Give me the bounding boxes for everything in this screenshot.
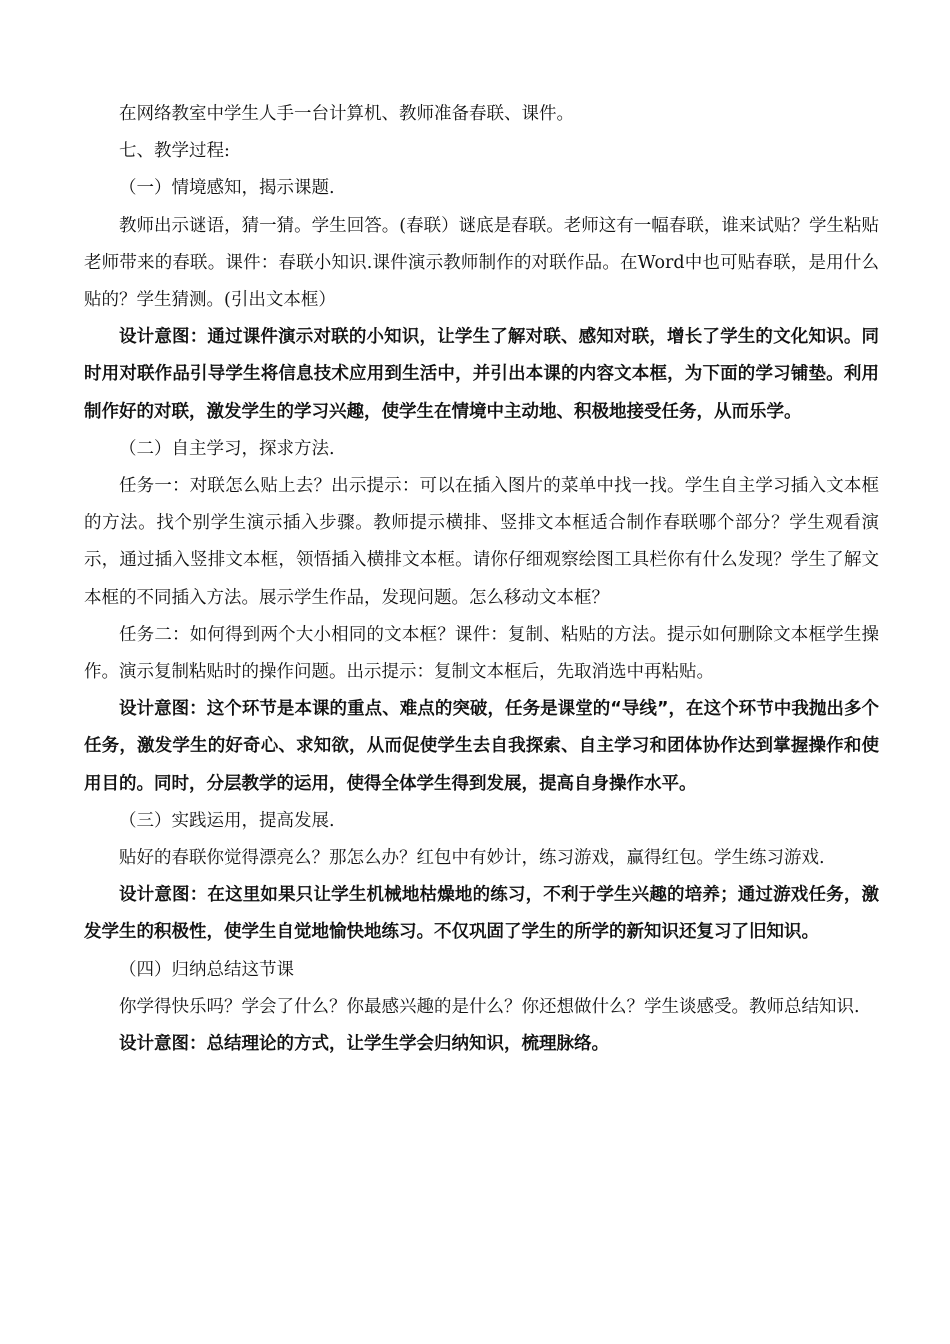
design-intent-4: 设计意图：总结理论的方式，让学生学会归纳知识，梳理脉络。 bbox=[119, 1034, 609, 1055]
design-intent-3: 设计意图：在这里如果只让学生机械地枯燥地的练习，不利于学生兴趣的培养；通过游戏任务，激发学生的积极性，使学生自觉地愉快地练习。不仅巩固了学生的所学的新知识还复习了旧知识。 bbox=[84, 885, 879, 943]
section-heading-3: （三）实践运用，提高发展. bbox=[119, 810, 335, 831]
paragraph-materials: 在网络教室中学生人手一台计算机、教师准备春联、课件。 bbox=[119, 104, 574, 124]
section-heading-1: （一）情境感知，揭示课题. bbox=[119, 178, 335, 199]
document-page bbox=[84, 96, 879, 1063]
paragraph-section-4-body: 你学得快乐吗？学会了什么？你最感兴趣的是什么？你还想做什么？学生谈感受。教师总结知识. bbox=[119, 996, 860, 1017]
paragraph-section-1-body: 教师出示谜语，猜一猜。学生回答。(春联）谜底是春联。老师这有一幅春联，谁来试贴？学生粘贴老师带来的春联。课件：春联小知识.课件演示教师制作的对联作品。在Word中也可贴春联，是用什么贴的？学生猜测。(引出文本框） bbox=[84, 215, 879, 311]
section-heading-2: （二）自主学习，探求方法. bbox=[119, 438, 335, 459]
section-heading-4: （四）归纳总结这节课 bbox=[119, 959, 294, 980]
paragraph-task-2: 任务二：如何得到两个大小相同的文本框？课件：复制、粘贴的方法。提示如何删除文本框学生操作。演示复制粘贴时的操作问题。出示提示：复制文本框后，先取消选中再粘贴。 bbox=[84, 624, 879, 683]
paragraph-task-1: 任务一：对联怎么贴上去？出示提示：可以在插入图片的菜单中找一找。学生自主学习插入文本框的方法。找个别学生演示插入步骤。教师提示横排、竖排文本框适合制作春联哪个部分？学生观看演示，通过插入竖排文本框，领悟插入横排文本框。请你仔细观察绘图工具栏你有什么发现？学生了解文本框的不同插入方法。展示学生作品，发现问题。怎么移动文本框？ bbox=[84, 476, 879, 608]
paragraph-section-3-body: 贴好的春联你觉得漂亮么？那怎么办？红包中有妙计，练习游戏，赢得红包。学生练习游戏. bbox=[119, 848, 825, 869]
heading-teaching-process: 七、教学过程: bbox=[119, 141, 230, 162]
design-intent-2: 设计意图：这个环节是本课的重点、难点的突破，任务是课堂的“导线”，在这个环节中我抛出多个任务，激发学生的好奇心、求知欲，从而促使学生去自我探索、自主学习和团体协作达到掌握操作和使用目的。同时，分层教学的运用，使得全体学生得到发展，提高自身操作水平。 bbox=[84, 699, 879, 794]
design-intent-1: 设计意图：通过课件演示对联的小知识，让学生了解对联、感知对联，增长了学生的文化知识。同时用对联作品引导学生将信息技术应用到生活中，并引出本课的内容文本框，为下面的学习铺垫。利用制作好的对联，激发学生的学习兴趣，使学生在情境中主动地、积极地接受任务，从而乐学。 bbox=[84, 327, 879, 422]
